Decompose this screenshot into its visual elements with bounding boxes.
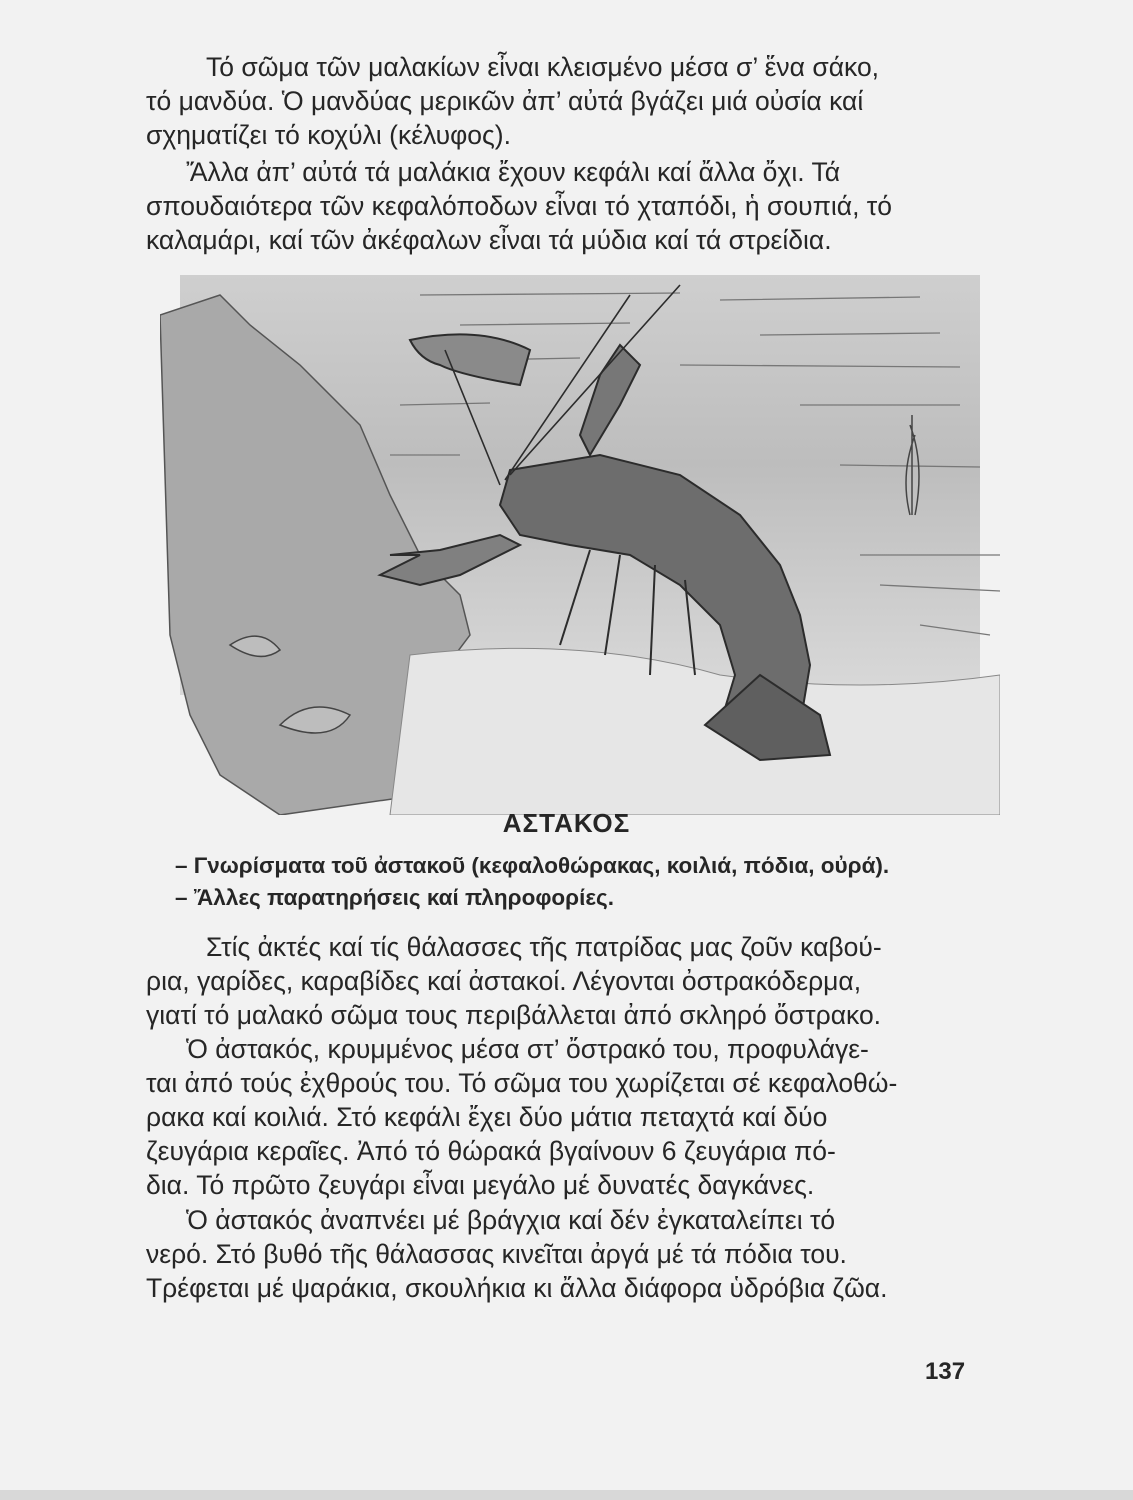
lobster-illustration: [160, 255, 1000, 815]
text-line: σπουδαιότερα τῶν κεφαλόποδων εἶναι τό χταπόδι, ἡ σουπιά, τό: [146, 191, 893, 221]
text-line: ζευγάρια κεραῖες. Ἀπό τό θώρακά βγαίνουν 6 ζευγάρια πό-: [146, 1136, 836, 1166]
page-edge: [0, 1490, 1133, 1500]
text-line: νερό. Στό βυθό τῆς θάλασσας κινεῖται ἀργά μέ τά πόδια του.: [146, 1239, 847, 1269]
page-number: 137: [925, 1358, 966, 1385]
text-line: δια. Τό πρῶτο ζευγάρι εἶναι μεγάλο μέ δυνατές δαγκάνες.: [146, 1170, 815, 1200]
intro-paragraph-1: [146, 50, 1006, 152]
text-line: Τρέφεται μέ ψαράκια, σκουλήκια κι ἄλλα διάφορα ὑδρόβια ζῶα.: [146, 1273, 888, 1303]
text-line: γιατί τό μαλακό σῶμα τους περιβάλλεται ἀπό σκληρό ὄστρακο.: [146, 1000, 882, 1030]
illustration-caption: ΑΣΤΑΚΟΣ: [502, 808, 631, 838]
question-item: – Ἄλλες παρατηρήσεις καί πληροφορίες.: [175, 885, 614, 910]
text-line: τό μανδύα. Ὁ μανδύας μερικῶν ἀπ’ αὐτά βγάζει μιά οὐσία καί: [146, 86, 864, 116]
text-line: Ἄλλα ἀπ’ αὐτά τά μαλάκια ἔχουν κεφάλι καί ἄλλα ὄχι. Τά: [186, 157, 841, 187]
text-line: Στίς ἀκτές καί τίς θάλασσες τῆς πατρίδας μας ζοῦν καβού-: [206, 932, 882, 962]
text-line: ρακα καί κοιλιά. Στό κεφάλι ἔχει δύο μάτια πεταχτά καί δύο: [146, 1102, 828, 1132]
text-line: Ὁ ἀστακός ἀναπνέει μέ βράγχια καί δέν ἐγκαταλείπει τό: [186, 1205, 836, 1235]
intro-paragraph-2: [146, 155, 1006, 257]
text-line: Ὁ ἀστακός, κρυμμένος μέσα στ’ ὄστρακό του, προφυλάγε-: [186, 1034, 869, 1064]
body-paragraph-2: [146, 1032, 1006, 1202]
body-paragraph-1: [146, 930, 1006, 1032]
text-line: σχηματίζει τό κοχύλι (κέλυφος).: [146, 120, 511, 150]
text-line: καλαμάρι, καί τῶν ἀκέφαλων εἶναι τά μύδια καί τά στρείδια.: [146, 225, 832, 255]
question-item: – Γνωρίσματα τοῦ ἀστακοῦ (κεφαλοθώρακας, κοιλιά, πόδια, οὐρά).: [175, 853, 890, 878]
study-questions: [175, 850, 889, 914]
text-line: Τό σῶμα τῶν μαλακίων εἶναι κλεισμένο μέσα σ’ ἕνα σάκο,: [206, 52, 880, 82]
text-line: ται ἀπό τούς ἐχθρούς του. Τό σῶμα του χωρίζεται σέ κεφαλοθώ-: [146, 1068, 898, 1098]
text-line: ρια, γαρίδες, καραβίδες καί ἀστακοί. Λέγονται ὀστρακόδερμα,: [146, 966, 862, 996]
body-paragraph-3: [146, 1203, 1006, 1305]
